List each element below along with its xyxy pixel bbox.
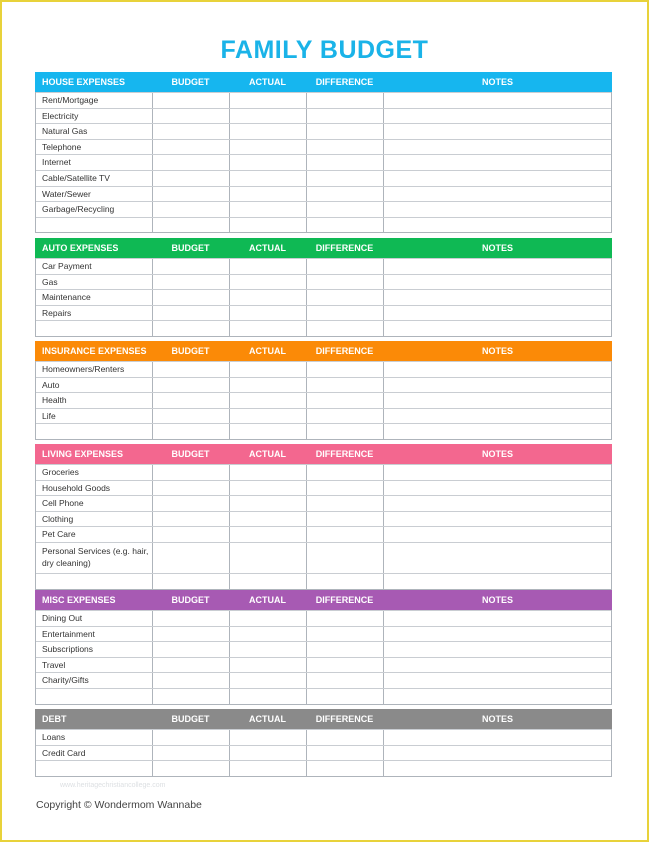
difference-cell[interactable] <box>306 642 383 657</box>
budget-cell[interactable] <box>152 761 229 776</box>
table-row <box>36 760 611 776</box>
expense-label: Life <box>42 410 56 421</box>
actual-cell[interactable] <box>229 761 306 776</box>
expense-label: Repairs <box>42 307 72 318</box>
budget-cell[interactable] <box>152 730 229 745</box>
expense-label: Subscriptions <box>42 644 94 655</box>
table-row <box>36 217 611 233</box>
budget-cell[interactable] <box>152 124 229 139</box>
actual-cell[interactable] <box>229 321 306 336</box>
actual-cell[interactable] <box>229 465 306 480</box>
expense-label: Gas <box>42 276 58 287</box>
section-title: HOUSE EXPENSES <box>42 77 126 87</box>
actual-cell[interactable] <box>229 527 306 542</box>
notes-cell[interactable] <box>383 171 611 186</box>
table-row <box>36 745 611 761</box>
column-header-notes: NOTES <box>481 449 513 459</box>
column-header-notes: NOTES <box>481 595 513 605</box>
expense-label: Homeowners/Renters <box>42 364 125 374</box>
difference-cell[interactable] <box>306 275 383 290</box>
table-row <box>36 672 611 688</box>
budget-cell[interactable] <box>152 496 229 511</box>
budget-cell[interactable] <box>152 527 229 542</box>
expense-label: Pet Care <box>42 529 76 540</box>
actual-cell[interactable] <box>229 93 306 108</box>
expense-label: Rent/Mortgage <box>42 95 99 105</box>
difference-cell[interactable] <box>306 171 383 186</box>
difference-cell[interactable] <box>306 527 383 542</box>
difference-cell[interactable] <box>306 512 383 527</box>
notes-cell[interactable] <box>383 306 611 321</box>
section-living-expenses <box>35 444 612 590</box>
actual-cell[interactable] <box>229 275 306 290</box>
table-row <box>36 201 611 217</box>
section-title: DEBT <box>42 714 67 724</box>
difference-cell[interactable] <box>306 362 383 377</box>
section-title: LIVING EXPENSES <box>42 449 124 459</box>
difference-cell[interactable] <box>306 321 383 336</box>
table-row <box>36 92 611 108</box>
column-header-difference: DIFFERENCE <box>315 346 374 356</box>
difference-cell[interactable] <box>306 187 383 202</box>
difference-cell[interactable] <box>306 140 383 155</box>
expense-label: Telephone <box>42 141 82 152</box>
table-row <box>36 542 611 573</box>
actual-cell[interactable] <box>229 543 306 573</box>
table-row <box>36 641 611 657</box>
difference-cell[interactable] <box>306 259 383 274</box>
notes-cell[interactable] <box>383 673 611 688</box>
table-row <box>36 320 611 336</box>
table-row <box>36 361 611 377</box>
table-row <box>36 610 611 626</box>
actual-cell[interactable] <box>229 424 306 439</box>
expense-label <box>36 574 152 589</box>
budget-cell[interactable] <box>152 611 229 626</box>
section-misc-expenses <box>35 590 612 705</box>
section-header <box>35 72 612 92</box>
section-title: AUTO EXPENSES <box>42 243 119 253</box>
actual-cell[interactable] <box>229 481 306 496</box>
table-row <box>36 139 611 155</box>
notes-cell[interactable] <box>383 321 611 336</box>
table-row <box>36 688 611 704</box>
expense-label: Charity/Gifts <box>42 675 89 686</box>
difference-cell[interactable] <box>306 658 383 673</box>
expense-label: Clothing <box>42 513 74 524</box>
column-header-actual: ACTUAL <box>249 77 286 87</box>
section-header <box>35 341 612 361</box>
budget-cell[interactable] <box>152 275 229 290</box>
column-header-budget: BUDGET <box>171 243 210 253</box>
notes-cell[interactable] <box>383 290 611 305</box>
notes-cell[interactable] <box>383 109 611 124</box>
budget-cell[interactable] <box>152 689 229 704</box>
expense-label: Maintenance <box>42 292 91 303</box>
expense-label: Personal Services (e.g. hair, dry cleaning) <box>42 545 149 568</box>
difference-cell[interactable] <box>306 393 383 408</box>
column-header-budget: BUDGET <box>171 595 210 605</box>
actual-cell[interactable] <box>229 171 306 186</box>
notes-cell[interactable] <box>383 124 611 139</box>
table-row <box>36 573 611 589</box>
notes-cell[interactable] <box>383 93 611 108</box>
actual-cell[interactable] <box>229 109 306 124</box>
section-insurance-expenses <box>35 341 612 440</box>
budget-cell[interactable] <box>152 574 229 589</box>
difference-cell[interactable] <box>306 202 383 217</box>
expense-label <box>36 689 152 704</box>
table-row <box>36 626 611 642</box>
difference-cell[interactable] <box>306 673 383 688</box>
actual-cell[interactable] <box>229 673 306 688</box>
actual-cell[interactable] <box>229 218 306 233</box>
difference-cell[interactable] <box>306 543 383 573</box>
table-row <box>36 186 611 202</box>
difference-cell[interactable] <box>306 124 383 139</box>
notes-cell[interactable] <box>383 627 611 642</box>
budget-cell[interactable] <box>152 746 229 761</box>
column-header-budget: BUDGET <box>171 449 210 459</box>
notes-cell[interactable] <box>383 140 611 155</box>
actual-cell[interactable] <box>229 124 306 139</box>
difference-cell[interactable] <box>306 761 383 776</box>
difference-cell[interactable] <box>306 290 383 305</box>
notes-cell[interactable] <box>383 465 611 480</box>
expense-label: Loans <box>42 732 66 742</box>
notes-cell[interactable] <box>383 658 611 673</box>
budget-cell[interactable] <box>152 543 229 573</box>
budget-cell[interactable] <box>152 378 229 393</box>
table-row <box>36 423 611 439</box>
expense-label: Garbage/Recycling <box>42 204 115 215</box>
difference-cell[interactable] <box>306 155 383 170</box>
notes-cell[interactable] <box>383 362 611 377</box>
expense-label <box>36 761 152 776</box>
section-debt <box>35 709 612 777</box>
column-header-difference: DIFFERENCE <box>315 595 374 605</box>
expense-label <box>36 424 152 439</box>
table-row <box>36 289 611 305</box>
notes-cell[interactable] <box>383 761 611 776</box>
difference-cell[interactable] <box>306 218 383 233</box>
difference-cell[interactable] <box>306 378 383 393</box>
column-header-difference: DIFFERENCE <box>315 77 374 87</box>
budget-cell[interactable] <box>152 673 229 688</box>
table-row <box>36 274 611 290</box>
table-row <box>36 305 611 321</box>
actual-cell[interactable] <box>229 290 306 305</box>
expense-label: Natural Gas <box>42 126 88 137</box>
budget-cell[interactable] <box>152 642 229 657</box>
actual-cell[interactable] <box>229 202 306 217</box>
actual-cell[interactable] <box>229 658 306 673</box>
column-header-budget: BUDGET <box>171 346 210 356</box>
actual-cell[interactable] <box>229 393 306 408</box>
actual-cell[interactable] <box>229 574 306 589</box>
column-header-actual: ACTUAL <box>249 449 286 459</box>
watermark-text: www.heritagechristiancollege.com <box>60 782 166 789</box>
budget-cell[interactable] <box>152 658 229 673</box>
column-header-difference: DIFFERENCE <box>315 243 374 253</box>
section-title: MISC EXPENSES <box>42 595 116 605</box>
expense-label: Travel <box>42 659 66 670</box>
expense-label: Internet <box>42 157 71 168</box>
table-row <box>36 108 611 124</box>
actual-cell[interactable] <box>229 140 306 155</box>
difference-cell[interactable] <box>306 574 383 589</box>
actual-cell[interactable] <box>229 611 306 626</box>
table-row <box>36 480 611 496</box>
table-row <box>36 123 611 139</box>
expense-label: Dining Out <box>42 613 83 623</box>
notes-cell[interactable] <box>383 218 611 233</box>
actual-cell[interactable] <box>229 306 306 321</box>
difference-cell[interactable] <box>306 481 383 496</box>
budget-cell[interactable] <box>152 93 229 108</box>
table-row <box>36 408 611 424</box>
column-header-notes: NOTES <box>481 243 513 253</box>
expense-label: Entertainment <box>42 628 95 639</box>
budget-cell[interactable] <box>152 109 229 124</box>
difference-cell[interactable] <box>306 689 383 704</box>
notes-cell[interactable] <box>383 746 611 761</box>
section-header <box>35 444 612 464</box>
notes-cell[interactable] <box>383 730 611 745</box>
notes-cell[interactable] <box>383 481 611 496</box>
actual-cell[interactable] <box>229 512 306 527</box>
expense-label: Credit Card <box>42 747 86 758</box>
budget-cell[interactable] <box>152 171 229 186</box>
expense-label: Cell Phone <box>42 498 84 509</box>
budget-cell[interactable] <box>152 259 229 274</box>
expense-label: Car Payment <box>42 261 92 271</box>
expense-label: Household Goods <box>42 482 111 493</box>
notes-cell[interactable] <box>383 512 611 527</box>
expense-label <box>36 218 152 233</box>
table-row <box>36 729 611 745</box>
table-row <box>36 526 611 542</box>
notes-cell[interactable] <box>383 378 611 393</box>
difference-cell[interactable] <box>306 306 383 321</box>
actual-cell[interactable] <box>229 642 306 657</box>
section-auto-expenses <box>35 238 612 337</box>
notes-cell[interactable] <box>383 611 611 626</box>
actual-cell[interactable] <box>229 689 306 704</box>
actual-cell[interactable] <box>229 378 306 393</box>
difference-cell[interactable] <box>306 611 383 626</box>
table-row <box>36 392 611 408</box>
notes-cell[interactable] <box>383 275 611 290</box>
budget-cell[interactable] <box>152 393 229 408</box>
difference-cell[interactable] <box>306 627 383 642</box>
column-header-notes: NOTES <box>481 714 513 724</box>
column-header-actual: ACTUAL <box>249 714 286 724</box>
column-header-difference: DIFFERENCE <box>315 714 374 724</box>
difference-cell[interactable] <box>306 730 383 745</box>
budget-cell[interactable] <box>152 424 229 439</box>
notes-cell[interactable] <box>383 155 611 170</box>
actual-cell[interactable] <box>229 730 306 745</box>
section-header <box>35 238 612 258</box>
notes-cell[interactable] <box>383 574 611 589</box>
notes-cell[interactable] <box>383 409 611 424</box>
table-row <box>36 170 611 186</box>
column-header-actual: ACTUAL <box>249 243 286 253</box>
column-header-budget: BUDGET <box>171 77 210 87</box>
expense-label <box>36 321 152 336</box>
actual-cell[interactable] <box>229 362 306 377</box>
notes-cell[interactable] <box>383 527 611 542</box>
table-row <box>36 657 611 673</box>
budget-cell[interactable] <box>152 290 229 305</box>
column-header-notes: NOTES <box>481 77 513 87</box>
budget-cell[interactable] <box>152 627 229 642</box>
expense-label: Electricity <box>42 110 79 121</box>
budget-cell[interactable] <box>152 321 229 336</box>
difference-cell[interactable] <box>306 109 383 124</box>
expense-label: Auto <box>42 379 60 390</box>
copyright-text: Copyright © Wondermom Wannabe <box>36 799 202 811</box>
budget-cell[interactable] <box>152 481 229 496</box>
difference-cell[interactable] <box>306 496 383 511</box>
budget-cell[interactable] <box>152 465 229 480</box>
section-house-expenses <box>35 72 612 233</box>
notes-cell[interactable] <box>383 496 611 511</box>
notes-cell[interactable] <box>383 259 611 274</box>
table-row <box>36 511 611 527</box>
column-header-actual: ACTUAL <box>249 346 286 356</box>
expense-label: Water/Sewer <box>42 188 91 199</box>
budget-cell[interactable] <box>152 187 229 202</box>
difference-cell[interactable] <box>306 409 383 424</box>
notes-cell[interactable] <box>383 689 611 704</box>
table-row <box>36 495 611 511</box>
notes-cell[interactable] <box>383 202 611 217</box>
budget-cell[interactable] <box>152 218 229 233</box>
actual-cell[interactable] <box>229 627 306 642</box>
difference-cell[interactable] <box>306 465 383 480</box>
notes-cell[interactable] <box>383 543 611 573</box>
expense-label: Groceries <box>42 467 79 477</box>
budget-cell[interactable] <box>152 140 229 155</box>
difference-cell[interactable] <box>306 746 383 761</box>
section-header <box>35 590 612 610</box>
difference-cell[interactable] <box>306 424 383 439</box>
section-header <box>35 709 612 729</box>
notes-cell[interactable] <box>383 393 611 408</box>
table-row <box>36 154 611 170</box>
table-row <box>36 377 611 393</box>
section-title: INSURANCE EXPENSES <box>42 346 147 356</box>
budget-cell[interactable] <box>152 155 229 170</box>
column-header-budget: BUDGET <box>171 714 210 724</box>
notes-cell[interactable] <box>383 424 611 439</box>
table-row <box>36 258 611 274</box>
column-header-difference: DIFFERENCE <box>315 449 374 459</box>
expense-label: Cable/Satellite TV <box>42 172 110 183</box>
notes-cell[interactable] <box>383 187 611 202</box>
page-title: FAMILY BUDGET <box>220 36 429 64</box>
difference-cell[interactable] <box>306 93 383 108</box>
actual-cell[interactable] <box>229 187 306 202</box>
actual-cell[interactable] <box>229 409 306 424</box>
budget-cell[interactable] <box>152 202 229 217</box>
budget-cell[interactable] <box>152 306 229 321</box>
actual-cell[interactable] <box>229 746 306 761</box>
column-header-notes: NOTES <box>481 346 513 356</box>
actual-cell[interactable] <box>229 496 306 511</box>
actual-cell[interactable] <box>229 155 306 170</box>
budget-cell[interactable] <box>152 409 229 424</box>
budget-cell[interactable] <box>152 362 229 377</box>
notes-cell[interactable] <box>383 642 611 657</box>
expense-label: Health <box>42 395 67 406</box>
column-header-actual: ACTUAL <box>249 595 286 605</box>
actual-cell[interactable] <box>229 259 306 274</box>
budget-cell[interactable] <box>152 512 229 527</box>
table-row <box>36 464 611 480</box>
